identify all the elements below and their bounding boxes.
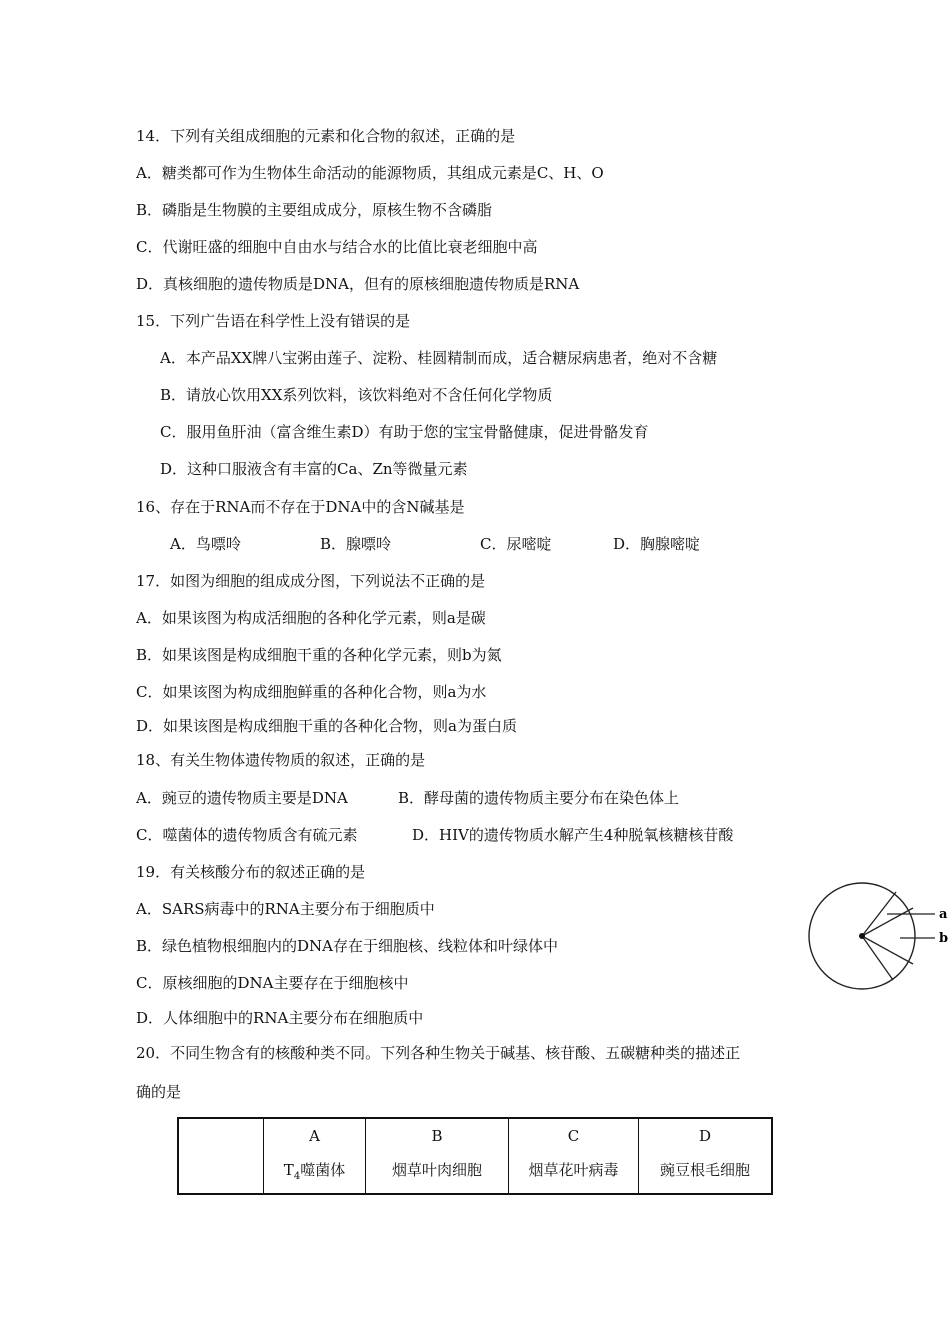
q19-option-c: C．原核细胞的DNA主要存在于细胞核中 <box>136 974 409 992</box>
table-cell-a <box>264 1118 366 1194</box>
q16-stem: 16、存在于RNA而不存在于DNA中的含N碱基是 <box>136 498 465 516</box>
q16-option-a: A．鸟嘌呤 <box>170 535 241 553</box>
q16-option-c: C．尿嘧啶 <box>480 535 552 553</box>
q20-answer-table <box>177 1117 773 1195</box>
q15-option-b: B．请放心饮用XX系列饮料，该饮料绝对不含任何化学物质 <box>160 386 553 404</box>
t4-rest: 噬菌体 <box>300 1161 346 1179</box>
organism-t4-phage <box>264 1161 365 1186</box>
figure-center-dot <box>859 933 865 939</box>
q17-stem: 17．如图为细胞的组成成分图，下列说法不正确的是 <box>136 572 486 590</box>
table-cell-b <box>366 1118 509 1194</box>
figure-sector-line-3 <box>862 936 913 964</box>
composition-figure <box>805 878 950 996</box>
q18-option-c: C．噬菌体的遗传物质含有硫元素 <box>136 826 358 844</box>
q14-option-a: A．糖类都可作为生物体生命活动的能源物质，其组成元素是C、H、O <box>136 164 604 182</box>
figure-sector-line-4 <box>862 936 893 980</box>
column-label-c: C <box>567 1127 580 1145</box>
q17-option-a: A．如果该图为构成活细胞的各种化学元素，则a是碳 <box>136 609 486 627</box>
column-label-a: A <box>309 1127 320 1145</box>
table-cell-d <box>639 1118 773 1194</box>
q17-option-d: D．如果该图是构成细胞干重的各种化合物，则a为蛋白质 <box>136 717 517 735</box>
column-label-b: B <box>431 1127 443 1145</box>
q15-option-c: C．服用鱼肝油（富含维生素D）有助于您的宝宝骨骼健康，促进骨骼发育 <box>160 423 649 441</box>
figure-label-b: b <box>939 931 949 946</box>
q14-option-b: B．磷脂是生物膜的主要组成成分，原核生物不含磷脂 <box>136 201 493 219</box>
q19-option-b: B．绿色植物根细胞内的DNA存在于细胞核、线粒体和叶绿体中 <box>136 937 559 955</box>
q14-stem: 14．下列有关组成细胞的元素和化合物的叙述，正确的是 <box>136 127 516 145</box>
q20-stem-line1: 20．不同生物含有的核酸种类不同。下列各种生物关于碱基、核苷酸、五碳糖种类的描述正 <box>136 1044 741 1062</box>
column-label-d: D <box>698 1127 712 1145</box>
q14-option-c: C．代谢旺盛的细胞中自由水与结合水的比值比衰老细胞中高 <box>136 238 538 256</box>
organism-pea-root-hair-cell: 豌豆根毛细胞 <box>659 1161 750 1179</box>
q18-option-b: B．酵母菌的遗传物质主要分布在染色体上 <box>398 789 680 807</box>
q20-stem-line2: 确的是 <box>136 1083 182 1101</box>
q18-option-a: A．豌豆的遗传物质主要是DNA <box>136 789 348 807</box>
figure-sector-line-2 <box>862 908 913 936</box>
q17-option-b: B．如果该图是构成细胞干重的各种化学元素，则b为氮 <box>136 646 502 664</box>
q19-option-d: D．人体细胞中的RNA主要分布在细胞质中 <box>136 1009 424 1027</box>
q19-option-a: A．SARS病毒中的RNA主要分布于细胞质中 <box>136 900 435 918</box>
table-cell-empty <box>178 1118 264 1194</box>
t4-subscript: 4 <box>293 1171 301 1182</box>
q18-stem: 18、有关生物体遗传物质的叙述，正确的是 <box>136 751 426 769</box>
q19-stem: 19．有关核酸分布的叙述正确的是 <box>136 863 366 881</box>
table-cell-c <box>509 1118 639 1194</box>
organism-tobacco-leaf-cell: 烟草叶肉细胞 <box>391 1161 482 1179</box>
q15-stem: 15．下列广告语在科学性上没有错误的是 <box>136 312 411 330</box>
q16-option-d: D．胸腺嘧啶 <box>613 535 701 553</box>
figure-label-a: a <box>939 907 948 922</box>
q17-option-c: C．如果该图为构成细胞鲜重的各种化合物，则a为水 <box>136 683 487 701</box>
t4-letter: T <box>283 1161 294 1179</box>
q18-option-d: D．HIV的遗传物质水解产生4种脱氧核糖核苷酸 <box>412 826 734 844</box>
q15-option-a: A．本产品XX牌八宝粥由莲子、淀粉、桂圆精制而成，适合糖尿病患者，绝对不含糖 <box>160 349 718 367</box>
table-row <box>178 1118 772 1194</box>
q14-option-d: D．真核细胞的遗传物质是DNA，但有的原核细胞遗传物质是RNA <box>136 275 580 293</box>
q16-option-b: B．腺嘌呤 <box>320 535 392 553</box>
organism-tobacco-mosaic-virus: 烟草花叶病毒 <box>528 1161 619 1179</box>
q15-option-d: D．这种口服液含有丰富的Ca、Zn等微量元素 <box>160 460 468 478</box>
